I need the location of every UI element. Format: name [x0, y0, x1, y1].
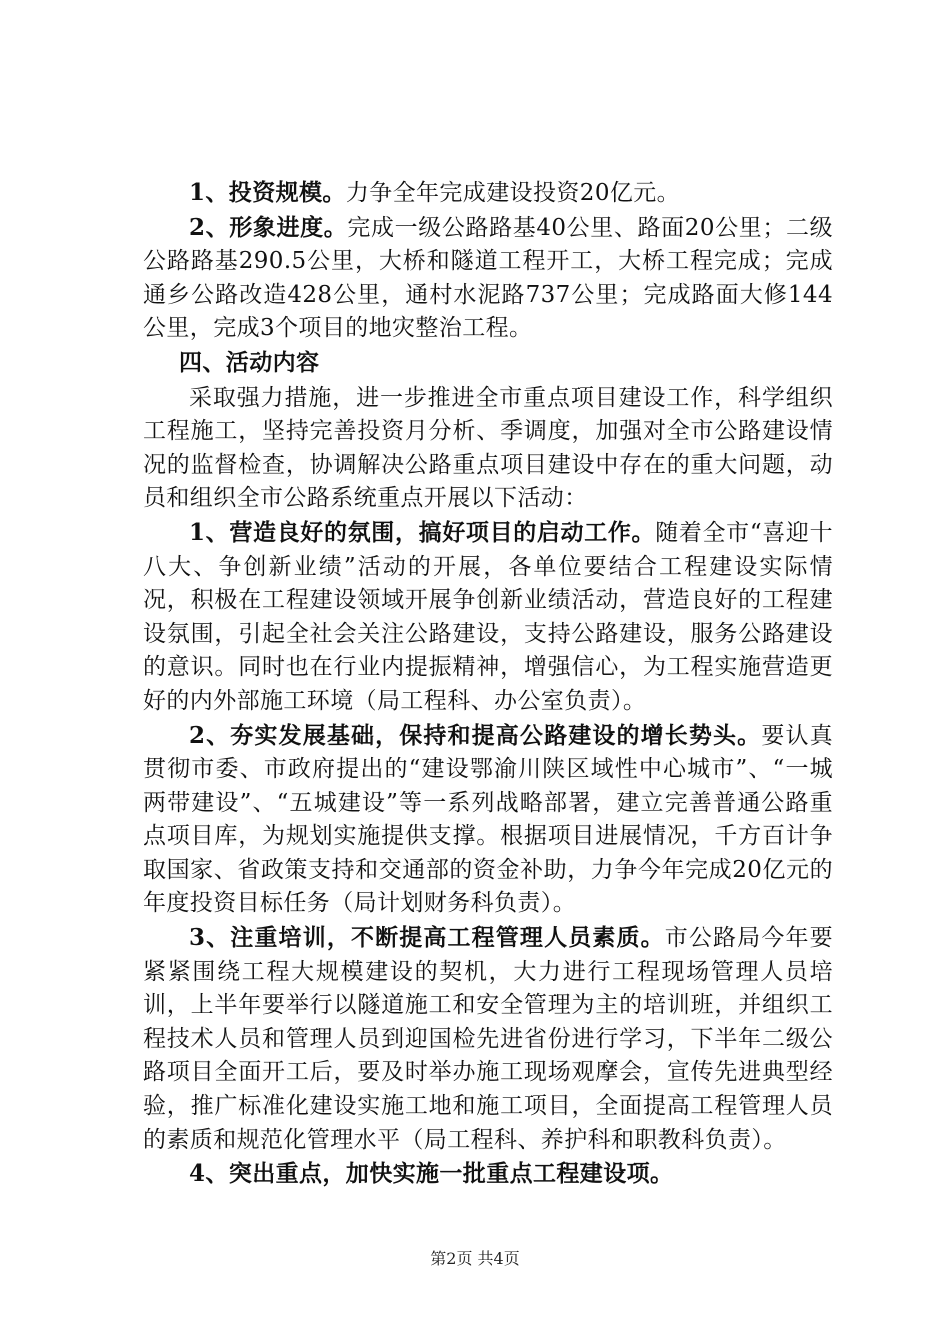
paragraph-atmosphere — [143, 516, 833, 719]
paragraph-progress — [143, 211, 833, 346]
paragraph-text: 力争全年完成建设投资20亿元。 — [345, 180, 681, 206]
paragraph-lead: 2、形象进度。 — [189, 213, 348, 241]
section-heading-activities — [143, 346, 833, 381]
paragraph-lead: 3、注重培训，不断提高工程管理人员素质。 — [189, 924, 665, 952]
paragraph-investment-scale — [143, 176, 833, 211]
paragraph-lead: 1、投资规模。 — [189, 179, 346, 206]
paragraph-text: 要认真贯彻市委、市政府提出的“建设鄂渝川陕区域性中心城市”、“一城两带建设”、“五城建设”等一系列战略部署，建立完善普通公路重点项目库，为规划实施提供支撑。根据项目进展情况，千方百计争取国家、省政策支持和交通部的资金补助，力争今年完成20亿元的年度投资目标任务（局计划财务科负责）。 — [143, 722, 834, 917]
paragraph-text: 完成一级公路路基40公里、路面20公里；二级公路路基290.5公里，大桥和隧道工程开工，大桥工程完成；完成通乡公路改造428公里，通村水泥路737公里；完成路面大修144公里，完成3个项目的地灾整治工程。 — [143, 214, 833, 342]
document-body — [143, 176, 833, 1192]
paragraph-text: 采取强力措施，进一步推进全市重点项目建设工作，科学组织工程施工，坚持完善投资月分析、季调度，加强对全市公路建设情况的监督检查，协调解决公路重点项目建设中存在的重大问题，动员和组织全市公路系统重点开展以下活动： — [143, 384, 833, 512]
paragraph-lead: 1、营造良好的氛围，搞好项目的启动工作。 — [189, 518, 656, 546]
paragraph-text: 随着全市“喜迎十八大、争创新业绩”活动的开展，各单位要结合工程建设实际情况，积极在工程建设领域开展争创新业绩活动，营造良好的工程建设氛围，引起全社会关注公路建设，支持公路建设，服务公路建设的意识。同时也在行业内提振精神，增强信心，为工程实施营造更好的内外部施工环境（局工程科、办公室负责）。 — [143, 519, 833, 714]
paragraph-intro — [143, 381, 833, 516]
paragraph-lead: 4、突出重点，加快实施一批重点工程建设项。 — [189, 1160, 674, 1188]
paragraph-lead: 2、夯实发展基础，保持和提高公路建设的增长势头。 — [189, 721, 762, 749]
paragraph-text: 市公路局今年要紧紧围绕工程大规模建设的契机，大力进行工程现场管理人员培训，上半年要举行以隧道施工和安全管理为主的培训班，并组织工程技术人员和管理人员到迎国检先进省份进行学习，下半年二级公路项目全面开工后，要及时举办施工现场观摩会，宣传先进典型经验，推广标准化建设实施工地和施工项目，全面提高工程管理人员的素质和规范化管理水平（局工程科、养护科和职教科负责）。 — [143, 925, 833, 1153]
paragraph-training — [143, 921, 833, 1157]
paragraph-key-projects — [143, 1157, 833, 1192]
paragraph-foundation — [143, 719, 833, 922]
section-heading-text: 四、活动内容 — [179, 348, 320, 376]
page-number-footer: 第2页 共4页 — [430, 1249, 520, 1268]
